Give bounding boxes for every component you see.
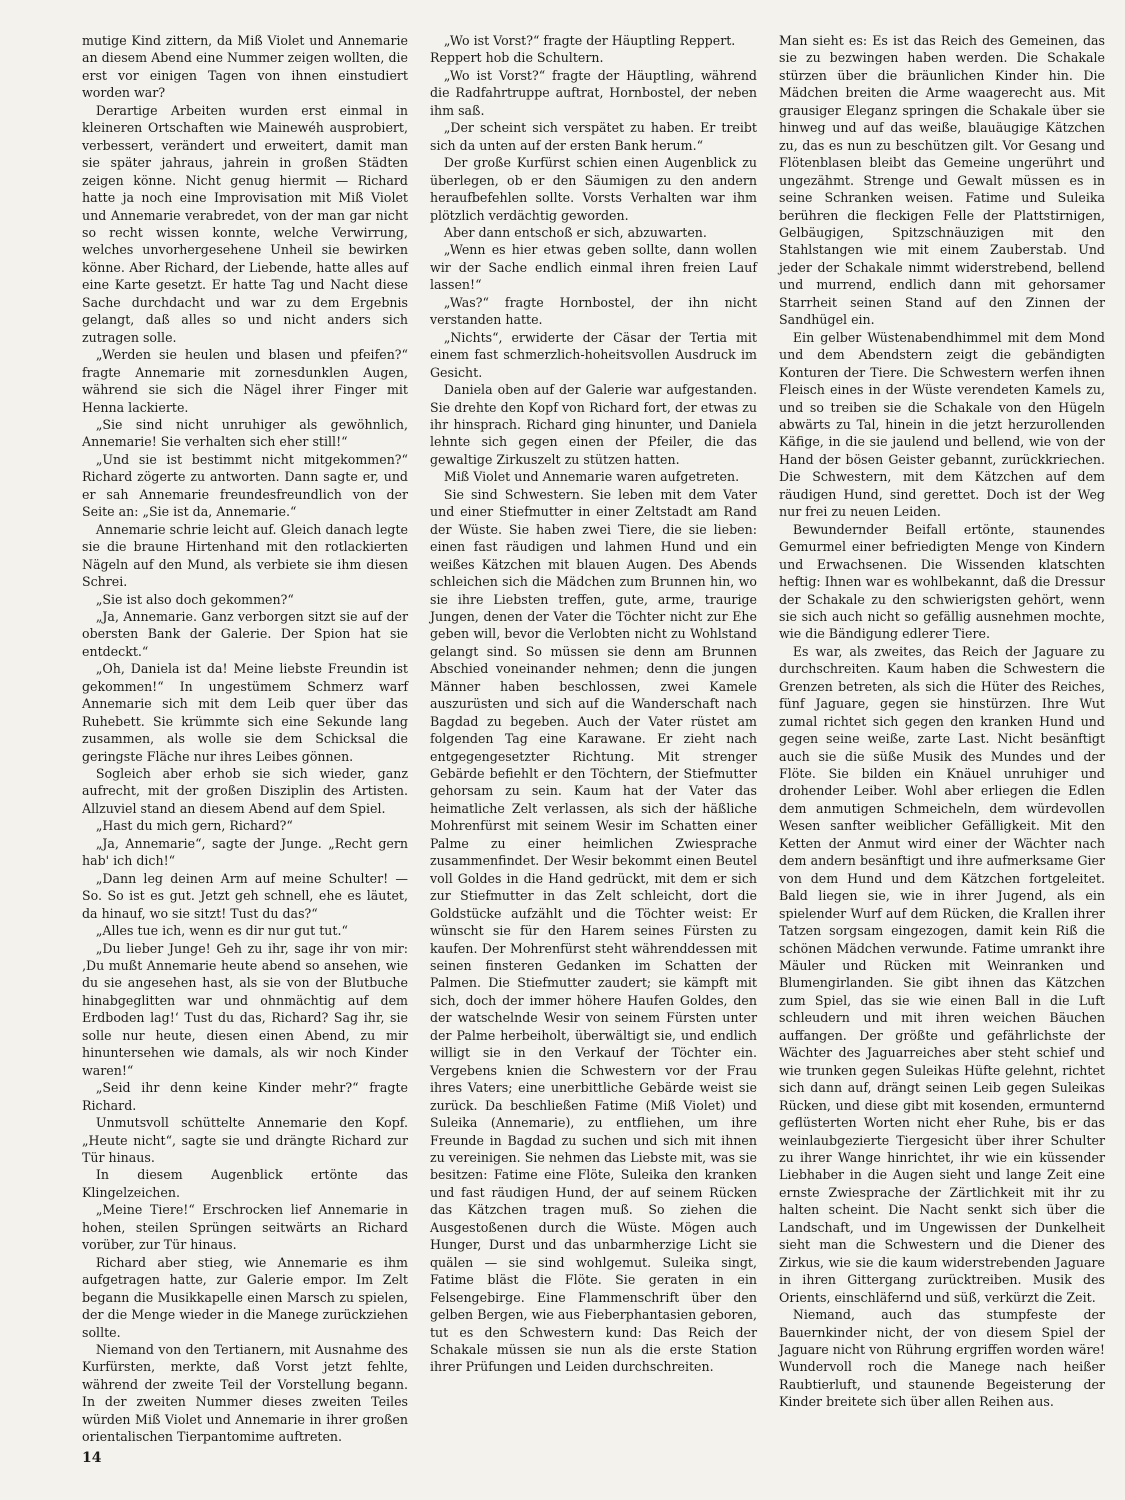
paragraph: „Sie ist also doch gekommen?“ [95, 591, 294, 607]
paragraph: Niemand, auch das stumpfeste der Bauernkinder nicht, der von diesem Spiel der Jaguare nicht von Rührung ergriffen worden wäre! Wundervoll roch die Manege nach heißer Raubtierluft, und staunende Begeisterung der Kinder breitete sich über allen Reihen aus. [779, 1307, 1105, 1410]
paragraph: „Was?“ fragte Hornbostel, der ihn nicht verstanden hatte. [430, 294, 757, 328]
page-number: 14 [82, 1450, 102, 1466]
paragraph: „Du lieber Junge! Geh zu ihr, sage ihr von mir: ‚Du mußt Annemarie heute abend so ansehen, wie du sie angesehen hast, als sie von der Blutbuche hinabgeglitten war und ohnmächtig auf dem Erdboden lag!‘ Tust du das, Richard? Sag ihr, sie solle nur heute, diesen einen Abend, zu mir hinuntersehen wie damals, als wir noch Kinder waren!“ [82, 940, 408, 1078]
text-column-left [82, 32, 408, 1446]
text-column-middle [430, 32, 757, 1376]
paragraph: „Sie sind nicht unruhiger als gewöhnlich, Annemarie! Sie verhalten sich eher still!“ [82, 416, 408, 450]
paragraph: In diesem Augenblick ertönte das Klingelzeichen. [82, 1167, 408, 1200]
paragraph: Ein gelber Wüstenabendhimmel mit dem Mond und dem Abendstern zeigt die gebändigten Konturen der Tiere. Die Schwestern werfen ihnen Fleisch eines in der Wüste verendeten Kamels zu, und so treiben sie die Schakale von den Hügeln abwärts zu Tal, hinein in die jetzt herzurollenden Käfige, in die sie jaulend und bellend, wie von der Hand der bösen Geister gebannt, zurückkriechen. Die Schwestern, mit dem Kätzchen auf dem räudigen Hund, sind gerettet. Doch ist der Weg nur frei zu neuen Leiden. [779, 329, 1105, 520]
paragraph: Annemarie schrie leicht auf. Gleich danach legte sie die braune Hirtenhand mit den rotlackierten Nägeln auf den Mund, als verbiete sie ihm diesen Schrei. [82, 521, 408, 590]
paragraph: Der große Kurfürst schien einen Augenblick zu überlegen, ob er den Säumigen zu den andern heraufbefehlen sollte. Vorsts Verhalten war ihm plötzlich verdächtig geworden. [430, 155, 757, 223]
paragraph: Sogleich aber erhob sie sich wieder, ganz aufrecht, mit der großen Disziplin des Artisten. Allzuviel stand an diesem Abend auf dem Spiel. [82, 766, 408, 816]
paragraph: Daniela oben auf der Galerie war aufgestanden. Sie drehte den Kopf von Richard fort, der etwas zu ihr hinsprach. Richard ging hinunter, und Daniela lehnte sich gegen einen der Pfeiler, die das gewaltige Zirkuszelt zu stützen hatten. [430, 382, 757, 467]
paragraph: „Alles tue ich, wenn es dir nur gut tut.“ [95, 923, 348, 939]
paragraph: Derartige Arbeiten wurden erst einmal in kleineren Ortschaften wie Mainewéh ausprobiert, verbessert, verändert und erweitert, damit man sie später jahraus, jahrein in großen Städten zeigen könne. Nicht genug hiermit — Richard hatte ja noch eine Improvisation mit Miß Violet und Annemarie verabredet, von der man gar nicht so recht wissen konnte, welche Verwirrung, welches unvorhergesehene Unheil sie bewirken könne. Aber Richard, der Liebende, hatte alles auf eine Karte gesetzt. Er hatte Tag und Nacht diese Sache durchdacht und war zu dem Ergebnis gelangt, daß alles so und nicht anders sich zutragen solle. [82, 102, 408, 345]
paragraph: „Seid ihr denn keine Kinder mehr?“ fragte Richard. [82, 1080, 408, 1113]
paragraph: Aber dann entschoß er sich, abzuwarten. [443, 224, 707, 240]
paragraph: Richard aber stieg, wie Annemarie es ihm aufgetragen hatte, zur Galerie empor. Im Zelt begann die Musikkapelle einen Marsch zu spielen, der die Menge wieder in die Manege zurückziehen sollte. [82, 1254, 408, 1340]
paragraph: „Nichts“, erwiderte der Cäsar der Tertia mit einem fast schmerzlich-hoheitsvollen Ausdruck im Gesicht. [430, 329, 757, 380]
paragraph: Sie sind Schwestern. Sie leben mit dem Vater und einer Stiefmutter in einer Zeltstadt am Rand der Wüste. Sie haben zwei Tiere, die sie lieben: einen fast räudigen und lahmen Hund und ein weißes Kätzchen mit blauen Augen. Des Abends schleichen sich die Mädchen zum Brunnen hin, wo sie ihre Liebsten treffen, gute, arme, traurige Jungen, denen der Vater die Töchter nicht zur Ehe geben will, bevor die Verlobten nicht zu Wohlstand gelangt sind. So müssen sie denn am Brunnen Abschied voneinander nehmen; denn die jungen Männer haben beschlossen, zwei Kamele auszurüsten und sich auf die Wanderschaft nach Bagdad zu begeben. Auch der Vater rüstet am folgenden Tag eine Karawane. Er zieht nach entgegengesetzter Richtung. Mit strenger Gebärde befiehlt er den Töchtern, der Stiefmutter gehorsam zu sein. Kaum hat der Vater das heimatliche Zelt verlassen, als sich der häßliche Mohrenfürst mit seinem Wesir im Schatten einer Palme zu einer heimlichen Zwiesprache zusammenfindet. Der Wesir bekommt einen Beutel voll Goldes in die Hand gedrückt, mit dem er sich zur Stiefmutter in das Zelt schleicht, dort die Goldstücke aufzählt und die Töchter weist: Er wünscht sie für den Harem seines Fürsten zu kaufen. Der Mohrenfürst steht währenddessen mit seinen finsteren Gedanken im Schatten der Palmen. Die Stiefmutter zaudert; sie kämpft mit sich, doch der immer höhere Haufen Goldes, den der watschelnde Wesir von seinem Fürsten unter der Palme herbeiholt, überwältigt sie, und endlich willigt sie in den Verkauf der Töchter ein. Vergebens knien die Schwestern vor der Frau ihres Vaters; eine unerbittliche Gebärde weist sie zurück. Da beschließen Fatime (Miß Violet) und Suleika (Annemarie), zu entfliehen, um ihre Freunde in Bagdad zu suchen und sich mit ihnen zu vereinigen. Sie nehmen das Liebste mit, was sie besitzen: Fatime eine Flöte, Suleika den kranken und fast räudigen Hund, der auf seinem Rücken das Kätzchen tragen muß. So ziehen die Ausgestoßenen durch die Wüste. Mögen auch Hunger, Durst und das unbarmherzige Licht sie quälen — sie sind wohlgemut. Suleika singt, Fatime bläst die Flöte. Sie geraten in ein Felsengebirge. Eine Flammenschrift über den gelben Bergen, wie aus Fieberphantasien geboren, tut es den Schwestern kund: Das Reich der Schakale müssen sie nun als die erste Station ihrer Prüfungen und Leiden durchschreiten. [430, 486, 757, 1375]
paragraph: „Dann leg deinen Arm auf meine Schulter! — So. So ist es gut. Jetzt geh schnell, ehe es läutet, da hinauf, wo sie sitzt! Tust du das?“ [82, 870, 408, 921]
paragraph: Reppert hob die Schultern. [430, 50, 604, 66]
paragraph: „Werden sie heulen und blasen und pfeifen?“ fragte Annemarie mit zornesdunklen Augen, während sie sich die Nägel ihrer Finger mit Henna lackierte. [82, 347, 408, 415]
paragraph: „Wo ist Vorst?“ fragte der Häuptling Reppert. [443, 33, 736, 48]
paragraph: „Ja, Annemarie“, sagte der Junge. „Recht gern hab' ich dich!“ [82, 835, 408, 869]
paragraph: „Wenn es hier etwas geben sollte, dann wollen wir der Sache endlich einmal ihren freien Lauf lassen!“ [430, 242, 757, 293]
paragraph: mutige Kind zittern, da Miß Violet und Annemarie an diesem Abend eine Nummer zeigen wollten, die erst vor einigen Tagen von ihnen einstudiert worden war? [82, 33, 408, 101]
paragraph: Niemand von den Tertianern, mit Ausnahme des Kurfürsten, merkte, daß Vorst jetzt fehlte, während der zweite Teil der Vorstellung begann. In der zweiten Nummer dieses zweiten Teiles würden Miß Violet und Annemarie in ihrer großen orientalischen Tierpantomime auftreten. [82, 1341, 408, 1445]
paragraph: Man sieht es: Es ist das Reich des Gemeinen, das sie zu bezwingen haben werden. Die Schakale stürzen über die bräunlichen Kinder hin. Die Mädchen breiten die Arme waagerecht aus. Mit grausiger Eleganz springen die Schakale über sie hinweg und auf das weiße, blauäugige Kätzchen zu, das es nun zu beschützen gilt. Vor Gesang und Flötenblasen bleibt das Gemeine ungerührt und ungezähmt. Strenge und Gewalt müssen es in seine Schranken weisen. Fatime und Suleika berühren die fleckigen Felle der Plattstirnigen, Gelbäugigen, Spitzschnäuzigen mit den Stahlstangen wie mit einem Zauberstab. Und jeder der Schakale nimmt widerstrebend, bellend und murrend, endlich dann mit gehorsamer Starrheit seinen Stand auf den Zinnen der Sandhügel ein. [779, 33, 1105, 328]
text-column-right [779, 32, 1105, 1411]
paragraph: „Wo ist Vorst?“ fragte der Häuptling, während die Radfahrtruppe auftrat, Hornbostel, der neben ihm saß. [430, 67, 757, 118]
paragraph: Bewundernder Beifall ertönte, staunendes Gemurmel einer befriedigten Menge von Kindern und Erwachsenen. Die Wissenden klatschten heftig: Ihnen war es wohlbekannt, daß die Dressur der Schakale zu den schwierigsten gehört, wenn sie sich auch nicht so gefällig ausnehmen mochte, wie die Bändigung edlerer Tiere. [779, 521, 1105, 642]
paragraph: Unmutsvoll schüttelte Annemarie den Kopf. „Heute nicht“, sagte sie und drängte Richard zur Tür hinaus. [82, 1115, 408, 1165]
paragraph: „Und sie ist bestimmt nicht mitgekommen?“ Richard zögerte zu antworten. Dann sagte er, und er sah Annemarie freundesfreundlich von der Seite an: „Sie ist da, Annemarie.“ [82, 451, 408, 520]
paragraph: „Meine Tiere!“ Erschrocken lief Annemarie in hohen, steilen Sprüngen seitwärts an Richard vorüber, zur Tür hinaus. [82, 1202, 408, 1253]
paragraph: „Hast du mich gern, Richard?“ [95, 818, 293, 834]
paragraph: „Der scheint sich verspätet zu haben. Er treibt sich da unten auf der ersten Bank herum.“ [430, 120, 757, 153]
paragraph: Es war, als zweites, das Reich der Jaguare zu durchschreiten. Kaum haben die Schwestern die Grenzen betreten, als sich die Hüter des Reiches, fünf Jaguare, gegen sie hinstürzen. Ihre Wut zumal richtet sich gegen den kranken Hund und gegen seine weiße, zarte Last. Nicht besänftigt auch sie die süße Musik des Mundes und der Flöte. Sie bilden ein Knäuel unruhiger und drohender Leiber. Wohl aber erliegen die Edlen dem anmutigen Schmeicheln, dem würdevollen Wesen sanfter weiblicher Gefälligkeit. Mit den Ketten der Anmut wird einer der Wächter nach dem andern besänftigt und ihre aufmerksame Gier von dem Hund und dem Kätzchen fortgeleitet. Bald liegen sie, wie in ihrer Jugend, als ein spielender Wurf auf dem Rücken, die Krallen ihrer Tatzen sorgsam eingezogen, damit kein Riß die schönen Mädchen verwunde. Fatime umrankt ihre Mäuler und Rücken mit Weinranken und Blumengirlanden. Sie gibt ihnen das Kätzchen zum Spiel, das sie wie einen Ball in die Luft schleudern und mit ihren weichen Bäuchen auffangen. Der größte und gefährlichste der Wächter des Jaguarreiches aber steht schief und wie trunken gegen Suleikas Hüfte gelehnt, richtet sich dann auf, drängt seinen Leib gegen Suleikas Rücken, und diese gibt mit kosenden, ermunternd geflüsterten Worten nicht eher Ruhe, bis er das weinlaubgezierte Tiergesicht über ihrer Schulter zu ihrer Wange hinrichtet, ihr wie ein küssender Liebhaber in die Augen sieht und lange Zeit eine ernste Zwiesprache der Zärtlichkeit mit ihr zu halten scheint. Die Nacht senkt sich über die Landschaft, und im Ungewissen der Dunkelheit sieht man die Schwestern und die Diener des Zirkus, wie sie die kaum widerstrebenden Jaguare in ihren Gittergang zurücktreiben. Musik des Orients, einschläfernd und süß, verkürzt die Zeit. [779, 643, 1105, 1305]
paragraph: Miß Violet und Annemarie waren aufgetreten. [443, 469, 740, 485]
paragraph: „Ja, Annemarie. Ganz verborgen sitzt sie auf der obersten Bank der Galerie. Der Spion hat sie entdeckt.“ [82, 608, 408, 659]
paragraph: „Oh, Daniela ist da! Meine liebste Freundin ist gekommen!“ In ungestümem Schmerz warf Annemarie sich mit dem Leib quer über das Ruhebett. Sie krümmte sich eine Sekunde lang zusammen, als wolle sie dem Schicksal die geringste Fläche nur ihres Leibes gönnen. [82, 661, 408, 764]
